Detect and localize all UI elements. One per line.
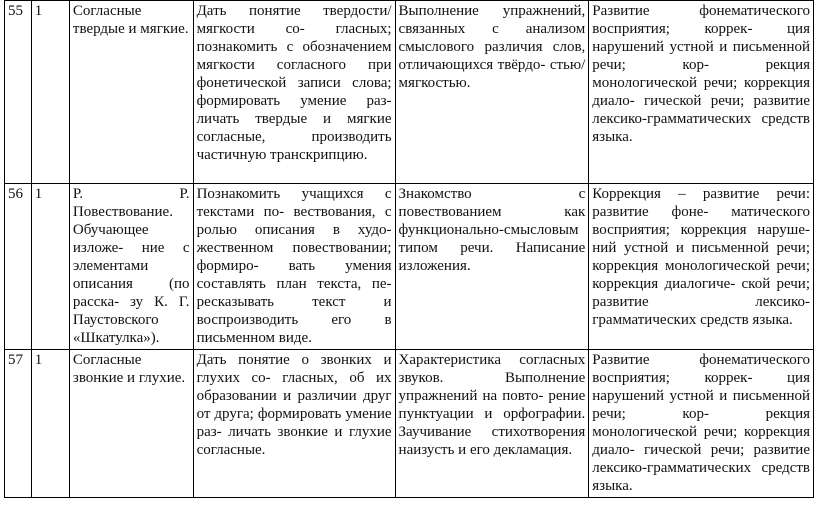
- topic-cell: Согласные твердые и мягкие.: [69, 1, 193, 184]
- lesson-number-cell: 55: [5, 1, 32, 184]
- table-row: [5, 184, 814, 350]
- table-row: [5, 350, 814, 498]
- goal-cell: Дать понятие о звонких и глухих со- гласных, об их образовании и различии друг от друга; формировать умение раз- личать звонкие и глухие согласные.: [193, 350, 395, 498]
- activity-cell: Выполнение упражнений, связанных с анализом смыслового различия слов, отличающихся твёрдо- стью/мягкостью.: [395, 1, 589, 184]
- lesson-number-cell: 56: [5, 184, 32, 350]
- activity-cell: Характеристика согласных звуков. Выполнение упражнений на повто- рение пунктуации и орфографии. Заучивание стихотворения наизусть и его декламация.: [395, 350, 589, 498]
- lesson-number-cell: 57: [5, 350, 32, 498]
- correction-cell: Коррекция – развитие речи: развитие фоне- матического восприятия; коррекция наруше- ний устной и письменной речи; коррекция монологической речи; коррекция диалогиче- ской речи; развитие лексико-грамматических средств языка.: [589, 184, 814, 350]
- hours-cell: 1: [31, 1, 69, 184]
- goal-cell: Познакомить учащихся с текстами по- вествования, с ролью описания в худо- жественном повествовании; формиро- вать умения составлять план текста, пе- ресказывать текст и воспроизводить его в письменном виде.: [193, 184, 395, 350]
- lesson-plan-table: [4, 0, 814, 498]
- hours-cell: 1: [31, 350, 69, 498]
- goal-cell: Дать понятие твердости/ мягкости со- гласных; познакомить с обозначением мягкости согласного при фонетической записи слова; формировать умение раз- личать твердые и мягкие согласные, производить частичную транскрипцию.: [193, 1, 395, 184]
- table-row: [5, 1, 814, 184]
- activity-cell: Знакомство с повествованием как функционально-смысловым типом речи. Написание изложения.: [395, 184, 589, 350]
- hours-cell: 1: [31, 184, 69, 350]
- topic-cell: Согласные звонкие и глухие.: [69, 350, 193, 498]
- correction-cell: Развитие фонематического восприятия; коррек- ция нарушений устной и письменной речи; кор- рекция монологической речи; коррекция диало- гической речи; развитие лексико-грамматических средств языка.: [589, 1, 814, 184]
- topic-cell: Р. Р. Повествование. Обучающее изложе- ние с элементами описания (по расска- зу К. Г. Паустовского «Шкатулка»).: [69, 184, 193, 350]
- correction-cell: Развитие фонематического восприятия; коррек- ция нарушений устной и письменной речи; кор- рекция монологической речи; коррекция диало- гической речи; развитие лексико-грамматических средств языка.: [589, 350, 814, 498]
